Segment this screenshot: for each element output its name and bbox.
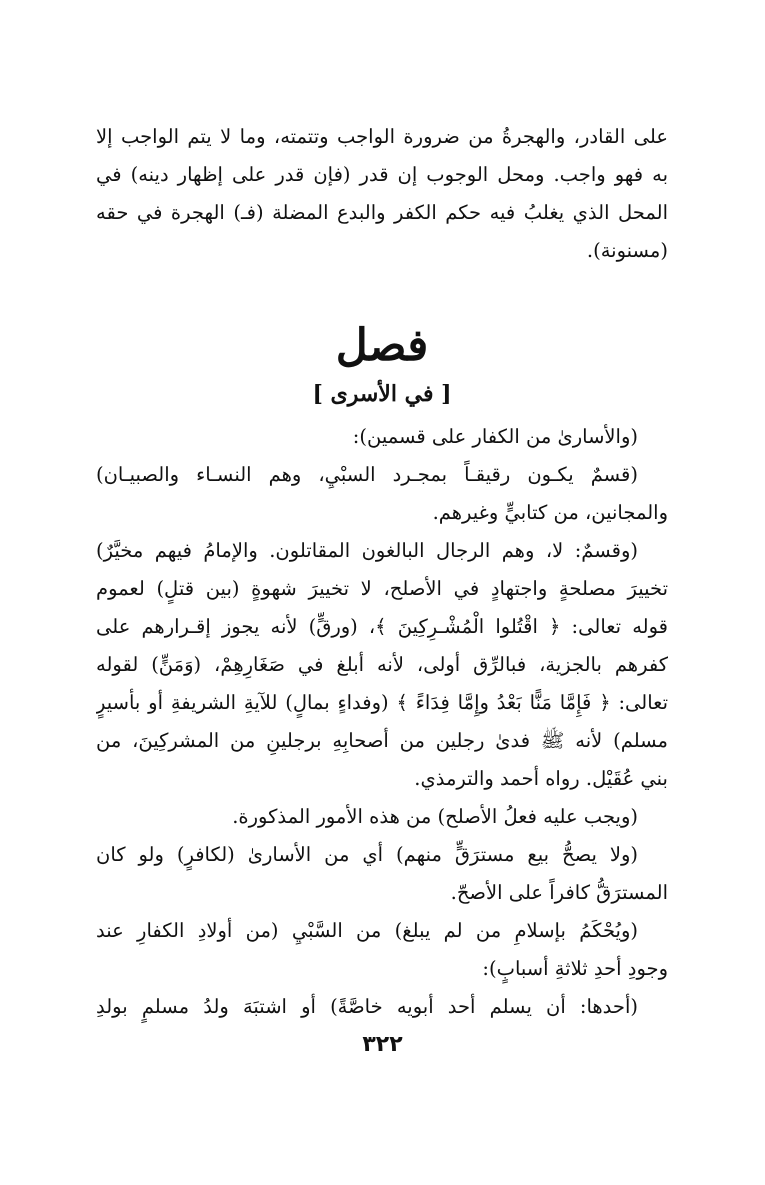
body-line: تعالى: ﴿ فَإِمَّا مَنًّا بَعْدُ وإِمَّا فِدَاءً ﴾ (وفداءٍ بمالٍ) للآيةِ الشريفةِ أو بأسيرٍ bbox=[96, 691, 668, 714]
body-line: (والأسارىٰ من الكفار على قسمين): bbox=[352, 425, 638, 448]
body-line: (ويُحْكَمُ بإسلامِ من لم يبلغ) من السَّبْيِ (من أولادِ الكفارِ عند bbox=[96, 919, 638, 942]
section-title: فصل bbox=[335, 320, 429, 371]
body-line: قوله تعالى: ﴿ اقْتُلوا الْمُشْـرِكِينَ ﴾، (ورقٍّ) لأنه يجوز إقـرارهم على bbox=[96, 615, 668, 638]
page-number: ٣٢٢ bbox=[362, 1032, 403, 1057]
section-subtitle: [ في الأسرى ] bbox=[312, 381, 452, 407]
body-line: تخييرَ مصلحةٍ واجتهادٍ في الأصلح، لا تخييرَ شهوةٍ (بين قتلٍ) لعموم bbox=[96, 577, 668, 600]
body-line: المسترَقُّ كافراً على الأصحّ. bbox=[450, 881, 668, 904]
intro-paragraph bbox=[96, 118, 668, 270]
body-line: والمجانين، من كتابيٍّ وغيرهم. bbox=[432, 501, 668, 524]
body-line: وجودِ أحدِ ثلاثةِ أسبابٍ): bbox=[482, 957, 668, 980]
body-line: (أحدها: أن يسلم أحد أبويه خاصَّةً) أو اشتبَهَ ولدُ مسلمٍ بولدِ bbox=[96, 995, 638, 1018]
intro-line-4: (مسنونة). bbox=[586, 239, 668, 262]
body-text bbox=[96, 418, 668, 1026]
intro-line-3: المحل الذي يغلبُ فيه حكم الكفر والبدع المضلة (فـ) الهجرة في حقه bbox=[96, 201, 668, 224]
page-content bbox=[96, 118, 668, 1026]
body-line: (وقسمٌ: لا، وهم الرجال البالغون المقاتلون. والإمامُ فيهم مخيَّرٌ) bbox=[96, 539, 638, 562]
body-line: مسلم) لأنه ﷺ فدىٰ رجلين من أصحابِهِ برجلينِ من المشركِينَ، من bbox=[96, 729, 668, 752]
body-line: كفرهم بالجزية، فبالرِّق أولى، لأنه أبلغ في صَغَارِهِمْ، (وَمَنٍّ) لقوله bbox=[96, 653, 668, 676]
body-line: (قسمٌ يكـون رقيقـاً بمجـرد السبْيِ، وهم النسـاء والصبيـان) bbox=[96, 463, 638, 486]
body-line: بني عُقَيْل. رواه أحمد والترمذي. bbox=[414, 767, 668, 790]
intro-line-1: على القادر، والهجرةُ من ضرورة الواجب وتتمته، وما لا يتم الواجب إلا bbox=[96, 125, 668, 148]
intro-line-2: به فهو واجب. ومحل الوجوب إن قدر (فإن قدر على إظهار دينه) في bbox=[96, 163, 668, 186]
section-heading bbox=[96, 318, 668, 414]
body-line: (ولا يصحُّ بيع مسترَقٍّ منهم) أي من الأسارىٰ (لكافرٍ) ولو كان bbox=[96, 843, 638, 866]
body-line: (ويجب عليه فعلُ الأصلح) من هذه الأمور المذكورة. bbox=[232, 805, 638, 828]
